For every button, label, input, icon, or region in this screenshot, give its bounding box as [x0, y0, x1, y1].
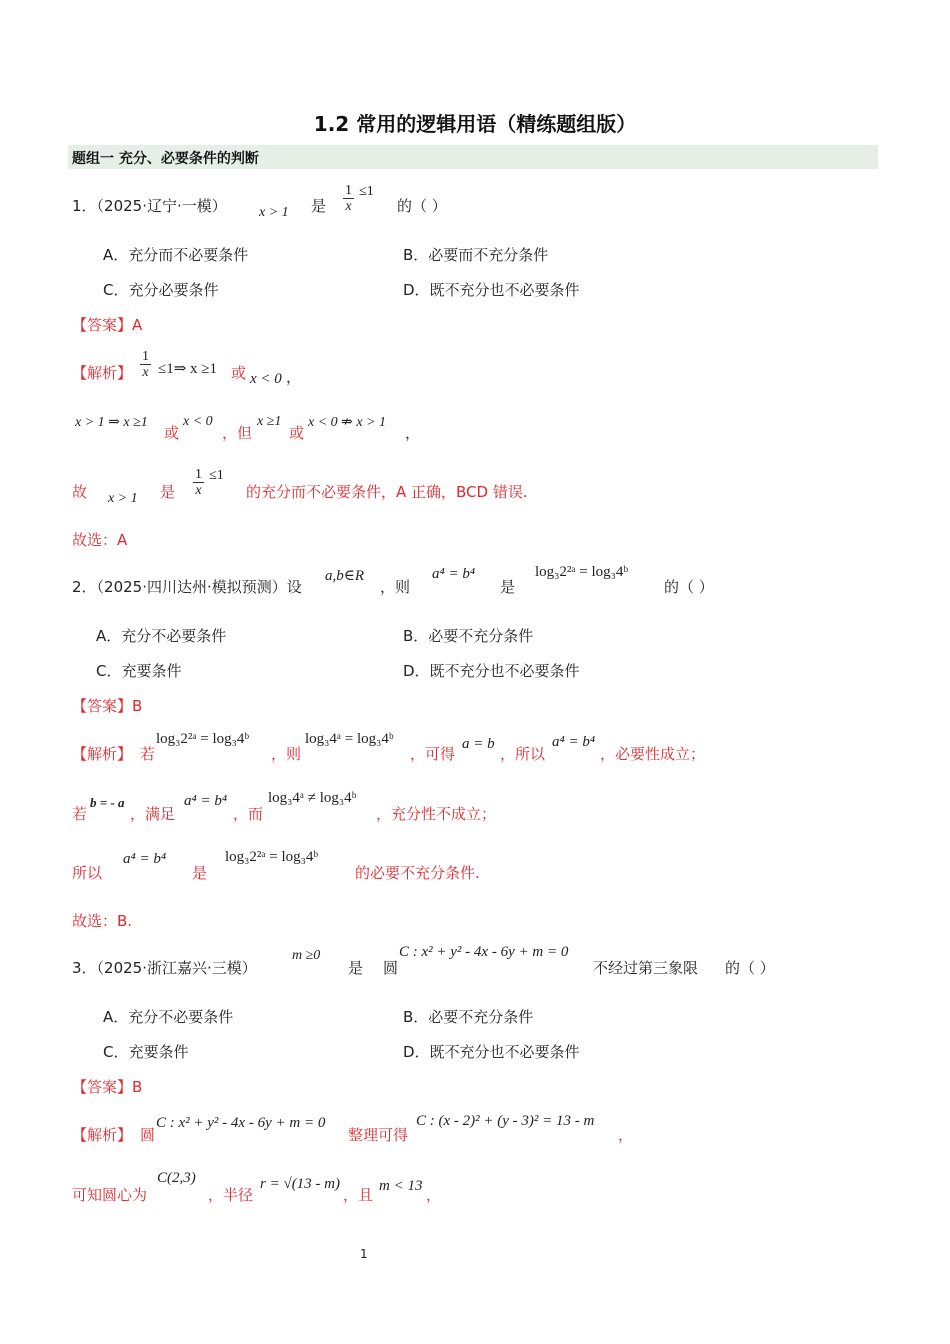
q2-s3-eq1: a⁴ = b⁴ — [123, 851, 167, 867]
q2-stem: 2．（2025·四川达州·模拟预测）设 — [72, 578, 302, 596]
q3-a1-eq: C : x² + y² - 4x - 6y + m = 0 — [156, 1115, 326, 1131]
page-number: 1 — [360, 1247, 368, 1261]
q2-eq1: a⁴ = b⁴ — [432, 566, 476, 582]
q3-a2-r: ，半径 — [208, 1186, 254, 1204]
q3-desc: 不经过第三象限 — [593, 959, 699, 977]
q2-s3-so: 所以 — [72, 864, 103, 882]
q2-is: 是 — [500, 578, 516, 596]
q2-s1-eq4: a⁴ = b⁴ — [552, 734, 596, 750]
q2-s2-er: ，而 — [233, 805, 264, 823]
q2-s1-end: ，必要性成立； — [600, 745, 706, 763]
q1-cond: x > 1 — [259, 205, 289, 220]
q3-a1-mid: 整理可得 — [348, 1126, 409, 1144]
q2-suffix: 的（ ） — [664, 578, 714, 596]
q1-line3-is: 是 — [160, 483, 176, 501]
q1-analysis-tail: x < 0 — [250, 371, 282, 387]
q1-stem: 1．（2025·辽宁·一模） — [72, 197, 227, 215]
q3-option-a: A．充分不必要条件 — [103, 1008, 234, 1026]
q1-line3-frac: $\frac{1}{x}$ ≤1 — [195, 467, 224, 498]
q2-s3-is: 是 — [192, 864, 208, 882]
q1-is: 是 — [311, 197, 327, 215]
q2-s1-so: ，所以 — [500, 745, 546, 763]
q3-analysis-label: 【解析】 — [72, 1126, 133, 1144]
q3-stem: 3．（2025·浙江嘉兴·三模） — [72, 959, 257, 977]
q1-line2-b: x < 0 — [183, 414, 213, 429]
q3-a1-eq2: C : (x - 2)² + (y - 3)² = 13 - m — [416, 1113, 595, 1129]
q1-answer: 【答案】A — [72, 316, 143, 334]
q3-option-c: C．充要条件 — [103, 1043, 189, 1061]
q3-a2-and: ，且 — [343, 1186, 374, 1204]
q1-analysis-or: 或 — [231, 364, 247, 382]
q1-line2-comma: ， — [405, 424, 421, 442]
q3-a2-lead: 可知圆心为 — [72, 1186, 148, 1204]
q2-s1-then: ，则 — [271, 745, 302, 763]
q3-circle: 圆 — [383, 959, 399, 977]
q3-a2-cond: m < 13 — [379, 1178, 423, 1194]
q2-answer: 【答案】B — [72, 697, 143, 715]
q2-s1-get: ，可得 — [410, 745, 456, 763]
page-title: 1.2 常用的逻辑用语（精练题组版） — [313, 112, 637, 136]
q1-option-c: C．充分必要条件 — [103, 281, 219, 299]
q1-choose: 故选：A — [72, 531, 128, 549]
q1-line2-c: x ≥1 — [257, 414, 282, 429]
q1-line2-or1: 或 — [164, 424, 180, 442]
q2-s2-eq3: log₃4ᵃ ≠ log₃4ᵇ — [268, 790, 357, 806]
q2-analysis-label: 【解析】 — [72, 745, 133, 763]
q2-s1-eq2: log₃4ᵃ = log₃4ᵇ — [305, 731, 394, 747]
group-header-bar — [68, 145, 878, 169]
q2-option-c: C．充要条件 — [96, 662, 182, 680]
q1-option-d: D．既不充分也不必要条件 — [403, 281, 580, 299]
q2-option-a: A．充分不必要条件 — [96, 627, 227, 645]
q1-line2-d: x < 0 ⇏ x > 1 — [308, 415, 387, 430]
group-title: 题组一 充分、必要条件的判断 — [72, 151, 259, 167]
q1-fraction: $\frac{1}{x}$ ≤1 — [345, 183, 374, 214]
q1-line2-or2: 或 — [289, 424, 305, 442]
q2-option-b: B．必要不充分条件 — [403, 627, 534, 645]
q2-s2-sat: ，满足 — [130, 805, 176, 823]
q1-option-a: A．充分而不必要条件 — [103, 246, 249, 264]
q2-eq2: log₃2²ᵃ = log₃4ᵇ — [535, 564, 628, 580]
q3-a1-end: ， — [618, 1126, 634, 1144]
q1-line2-a: x > 1 ⇒ x ≥1 — [75, 415, 148, 430]
q2-s2-ruo: 若 — [72, 805, 88, 823]
q1-analysis-frac: $\frac{1}{x}$ — [142, 349, 149, 380]
q1-analysis-comma: ， — [286, 368, 302, 386]
q2-then: ，则 — [380, 578, 411, 596]
q1-line3-cond: x > 1 — [108, 491, 138, 506]
q1-suffix: 的（ ） — [397, 197, 447, 215]
q2-option-d: D．既不充分也不必要条件 — [403, 662, 580, 680]
q3-option-b: B．必要不充分条件 — [403, 1008, 534, 1026]
q2-choose: 故选：B. — [72, 912, 133, 930]
q2-s2-eq1: b = - a — [90, 795, 125, 810]
q3-suffix: 的（ ） — [725, 959, 775, 977]
q3-answer: 【答案】B — [72, 1078, 143, 1096]
q1-line3-tail: 的充分而不必要条件，A 正确，BCD 错误. — [246, 483, 528, 501]
q3-option-d: D．既不充分也不必要条件 — [403, 1043, 580, 1061]
q2-s3-end: 的必要不充分条件. — [355, 864, 480, 882]
q3-is: 是 — [348, 959, 364, 977]
q2-s1-eq1: log₃2²ᵃ = log₃4ᵇ — [156, 731, 249, 747]
q2-s2-end: ，充分性不成立； — [376, 805, 497, 823]
q1-line2-but: ，但 — [222, 424, 253, 442]
q2-s1-ruo: 若 — [140, 745, 156, 763]
q1-analysis-imp: ≤1⇒ x ≥1 — [158, 361, 218, 377]
q1-line3-gu: 故 — [72, 483, 88, 501]
q3-a2-end: ， — [426, 1186, 442, 1204]
q3-eq: C : x² + y² - 4x - 6y + m = 0 — [399, 944, 569, 960]
q2-s2-eq2: a⁴ = b⁴ — [184, 793, 228, 809]
q3-cond: m ≥0 — [292, 948, 321, 963]
q2-s3-eq2: log₃2²ᵃ = log₃4ᵇ — [225, 849, 318, 865]
q1-option-b: B．必要而不充分条件 — [403, 246, 549, 264]
q3-a1-circle: 圆 — [140, 1126, 156, 1144]
q3-a2-req: r = √(13 - m) — [260, 1176, 341, 1192]
q2-s1-eq3: a = b — [462, 736, 495, 752]
q1-analysis-label: 【解析】 — [72, 364, 133, 382]
q2-set: a,b∈R — [325, 568, 365, 584]
q3-a2-center: C(2,3) — [157, 1170, 196, 1186]
